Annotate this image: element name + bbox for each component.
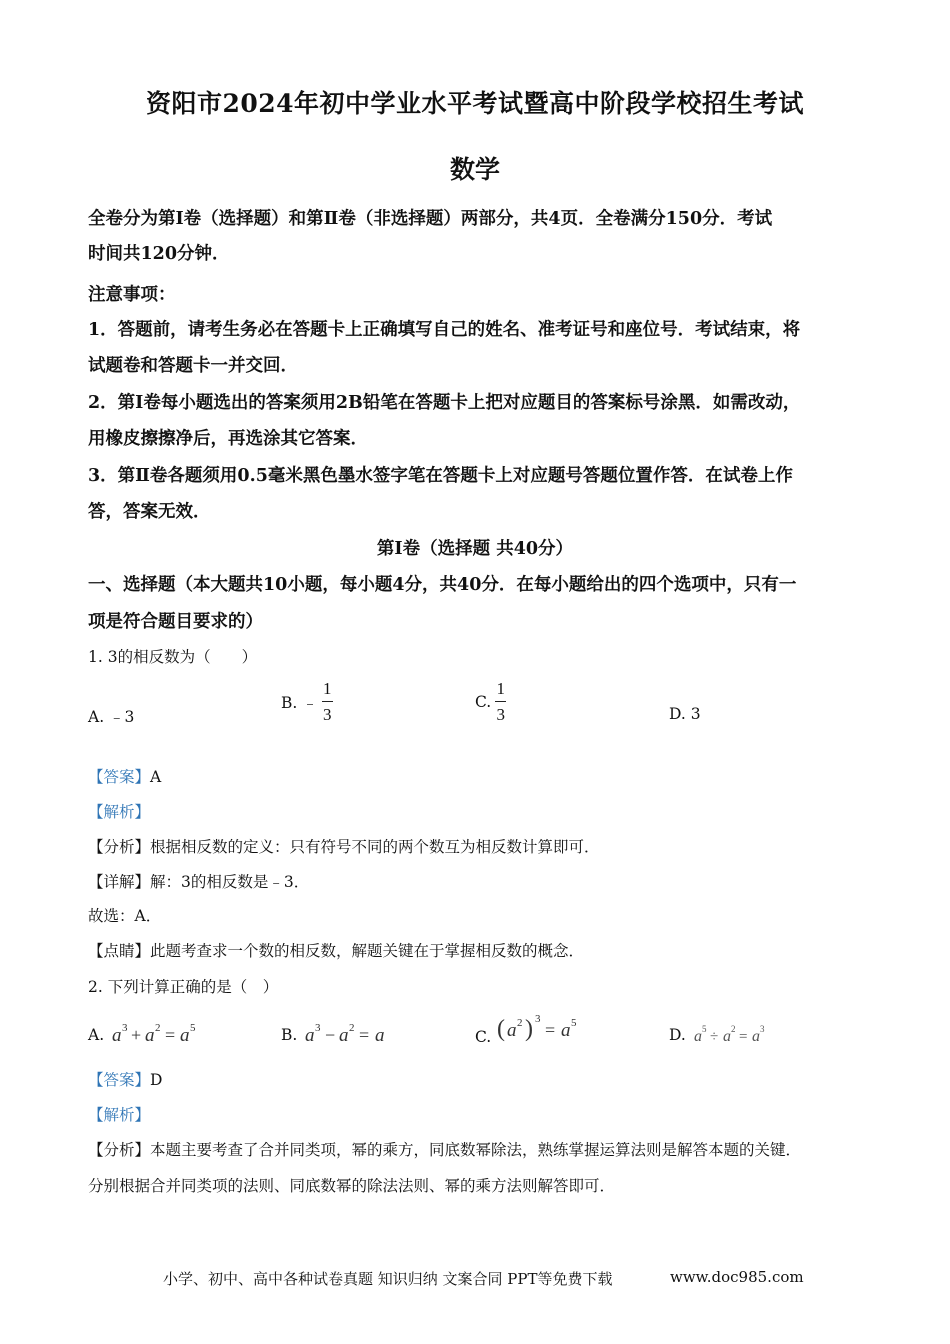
q2-option-a-label: A. xyxy=(88,1026,105,1044)
note-1-line-2: 试题卷和答题卡一并交回． xyxy=(88,356,298,376)
q2-stem: 2. 下列计算正确的是（ ） xyxy=(88,978,279,996)
q1-option-b xyxy=(281,680,333,723)
svg-text:−: − xyxy=(325,1025,336,1045)
fraction-bar xyxy=(322,701,333,702)
q2-option-d xyxy=(669,1020,790,1050)
q1-dianjing xyxy=(88,939,584,961)
q2-option-c-label: C. xyxy=(475,1028,492,1046)
document-title: 资阳市2024年初中学业水平考试暨高中阶段学校招生考试 xyxy=(145,89,805,118)
xiangjie-tag: 【详解】 xyxy=(88,873,151,891)
intro-line-1: 全卷分为第Ⅰ卷（选择题）和第Ⅱ卷（非选择题）两部分，共4页．全卷满分150分．考试 xyxy=(88,209,773,229)
q2-fenxi xyxy=(88,1138,801,1160)
answer-value: A xyxy=(150,768,162,786)
fenxi-tag: 【分析】 xyxy=(88,1141,151,1159)
svg-text:a: a xyxy=(751,1028,760,1045)
q2-option-b-formula xyxy=(301,1020,401,1050)
svg-text:): ) xyxy=(525,1016,534,1042)
svg-text:2: 2 xyxy=(349,1022,355,1034)
q1-fenxi xyxy=(88,835,600,857)
svg-text:5: 5 xyxy=(571,1017,577,1029)
footer-text: 小学、初中、高中各种试卷真题 知识归纳 文案合同 PPT等免费下载 xyxy=(163,1270,613,1288)
svg-text:(: ( xyxy=(497,1016,506,1042)
answer-value: D xyxy=(150,1071,163,1089)
svg-text:a: a xyxy=(145,1025,155,1046)
fenxi-text: 本题主要考查了合并同类项，幂的乘方，同底数幂除法，熟练掌握运算法则是解答本题的关键． xyxy=(150,1141,802,1159)
q1-option-d: D. 3 xyxy=(669,705,701,723)
svg-text:5: 5 xyxy=(701,1024,707,1034)
svg-text:3: 3 xyxy=(535,1013,541,1025)
fraction-bar xyxy=(495,701,506,702)
q2-option-d-formula xyxy=(690,1020,790,1050)
part-heading-line-1: 一、选择题（本大题共10小题，每小题4分，共40分．在每小题给出的四个选项中，只有一 xyxy=(88,575,797,595)
svg-text:+: + xyxy=(131,1025,142,1045)
svg-text:÷: ÷ xyxy=(709,1029,719,1045)
q2-option-a-formula xyxy=(108,1020,218,1050)
svg-text:5: 5 xyxy=(190,1022,196,1034)
fraction-numerator: 1 xyxy=(323,679,332,698)
q2-fenxi-line-2: 分别根据合并同类项的法则、同底数幂的除法法则、幂的乘方法则解答即可． xyxy=(88,1177,616,1195)
fenxi-text: 根据相反数的定义：只有符号不同的两个数互为相反数计算即可． xyxy=(150,838,600,856)
note-2-line-2: 用橡皮擦擦净后，再选涂其它答案． xyxy=(88,429,368,449)
q2-analysis-tag: 【解析】 xyxy=(88,1106,151,1124)
q1-option-c-label: C. xyxy=(475,692,492,711)
q2-option-b xyxy=(281,1020,401,1050)
svg-text:a: a xyxy=(693,1028,702,1045)
svg-text:3: 3 xyxy=(759,1024,765,1034)
q1-option-a: A. ﹣3 xyxy=(88,708,135,726)
fraction-denominator: 3 xyxy=(323,705,332,724)
note-2-line-1: 2．第Ⅰ卷每小题选出的答案须用2B铅笔在答题卡上把对应题目的答案标号涂黑．如需改动， xyxy=(88,393,801,413)
xiangjie-text: 解：3的相反数是﹣3． xyxy=(150,873,310,891)
svg-text:a: a xyxy=(180,1025,190,1046)
svg-text:2: 2 xyxy=(730,1024,736,1034)
q1-xiangjie xyxy=(88,870,309,892)
fraction-denominator: 3 xyxy=(496,705,505,724)
svg-text:a: a xyxy=(339,1025,349,1046)
svg-text:2: 2 xyxy=(517,1017,523,1029)
q1-option-c xyxy=(475,680,506,723)
fraction-one-third xyxy=(322,680,333,723)
answer-tag: 【答案】 xyxy=(88,1071,151,1089)
q2-answer xyxy=(88,1068,162,1090)
q2-option-b-label: B. xyxy=(281,1026,298,1044)
answer-tag: 【答案】 xyxy=(88,768,151,786)
svg-text:3: 3 xyxy=(315,1022,321,1034)
notes-heading: 注意事项： xyxy=(88,285,176,305)
svg-text:a: a xyxy=(722,1028,731,1045)
svg-text:=: = xyxy=(738,1029,748,1045)
q1-analysis-tag: 【解析】 xyxy=(88,803,151,821)
svg-text:a: a xyxy=(305,1025,315,1046)
q1-stem: 1. 3的相反数为（ ） xyxy=(88,648,258,666)
fenxi-tag: 【分析】 xyxy=(88,838,151,856)
svg-text:3: 3 xyxy=(122,1022,128,1034)
note-3-line-2: 答，答案无效． xyxy=(88,502,211,522)
q1-answer xyxy=(88,765,161,787)
fraction-one-third xyxy=(495,680,506,723)
subject-title: 数学 xyxy=(449,155,500,184)
svg-text:a: a xyxy=(375,1025,385,1046)
q1-guxuan: 故选：A． xyxy=(88,907,162,925)
svg-text:=: = xyxy=(545,1020,556,1040)
svg-text:a: a xyxy=(507,1020,517,1041)
svg-text:a: a xyxy=(561,1020,571,1041)
svg-text:a: a xyxy=(112,1025,122,1046)
q2-option-c-formula xyxy=(495,1012,605,1048)
q2-option-c xyxy=(475,1012,605,1048)
note-3-line-1: 3．第Ⅱ卷各题须用0.5毫米黑色墨水签字笔在答题卡上对应题号答题位置作答．在试卷上作 xyxy=(88,466,793,486)
fraction-numerator: 1 xyxy=(496,679,505,698)
svg-text:2: 2 xyxy=(155,1022,161,1034)
dianjing-tag: 【点睛】 xyxy=(88,942,151,960)
part-heading-line-2: 项是符合题目要求的） xyxy=(88,612,263,632)
intro-line-2: 时间共120分钟． xyxy=(88,244,230,264)
q2-option-a xyxy=(88,1020,218,1050)
footer-link[interactable]: www.doc985.com xyxy=(670,1268,804,1286)
q2-option-d-label: D. xyxy=(669,1026,686,1044)
svg-text:=: = xyxy=(359,1025,370,1045)
svg-text:=: = xyxy=(165,1025,176,1045)
section-heading: 第Ⅰ卷（选择题 共40分） xyxy=(376,539,574,559)
dianjing-text: 此题考查求一个数的相反数，解题关键在于掌握相反数的概念． xyxy=(150,942,585,960)
note-1-line-1: 1．答题前，请考生务必在答题卡上正确填写自己的姓名、准考证号和座位号．考试结束，将 xyxy=(88,320,801,340)
q1-option-b-label: B. ﹣ xyxy=(281,693,318,712)
